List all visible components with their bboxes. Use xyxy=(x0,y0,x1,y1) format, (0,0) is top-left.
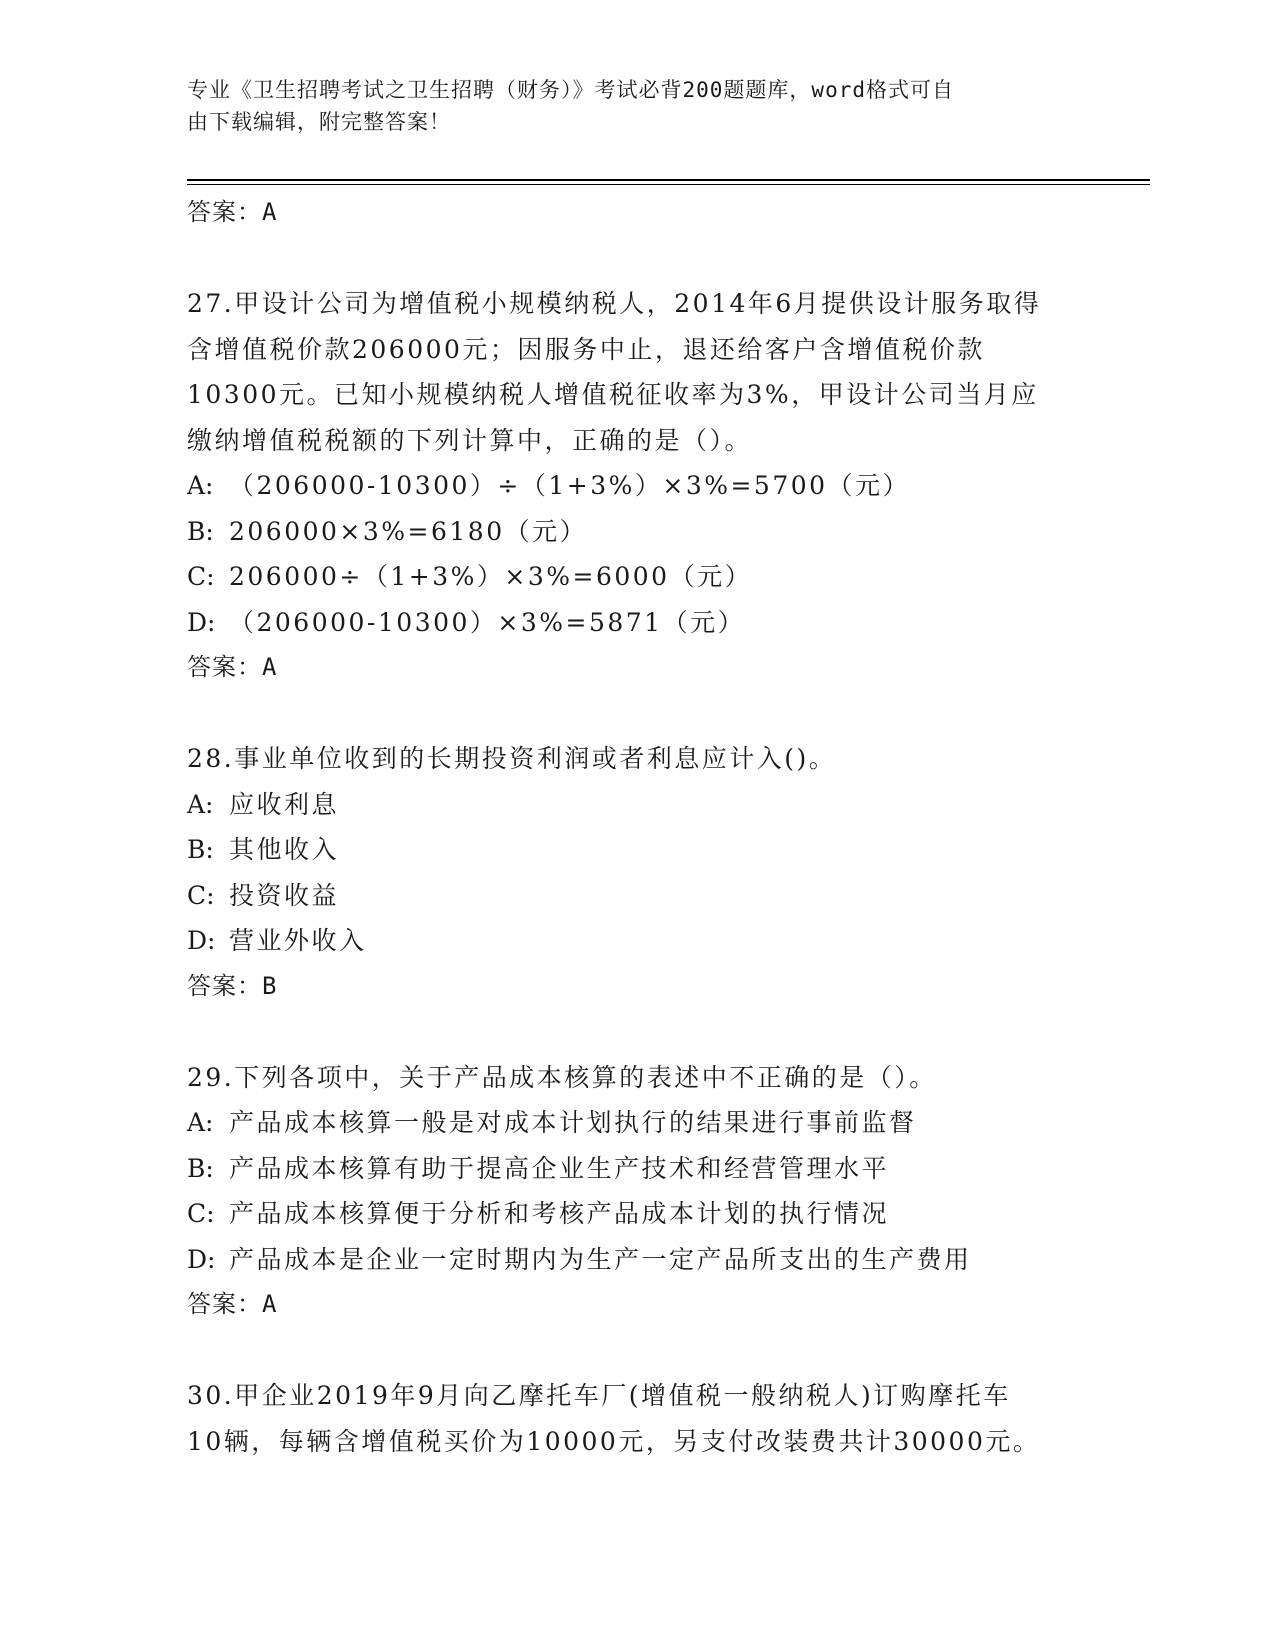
question-27 xyxy=(187,281,1087,689)
option-text: 产品成本是企业一定时期内为生产一定产品所支出的生产费用 xyxy=(229,1244,972,1274)
header-divider xyxy=(187,179,1150,181)
option-c xyxy=(187,1191,1087,1237)
option-label: B: xyxy=(187,516,214,546)
question-29 xyxy=(187,1055,1087,1327)
question-30 xyxy=(187,1373,1087,1464)
option-text: 应收利息 xyxy=(229,789,340,819)
option-label: A: xyxy=(187,1108,214,1137)
answer-line: 答案：A xyxy=(187,198,278,226)
option-label: D: xyxy=(187,1244,216,1274)
option-label: C: xyxy=(187,880,215,910)
option-label: C: xyxy=(187,1199,215,1228)
option-c xyxy=(187,873,1087,919)
option-label: C: xyxy=(187,562,215,591)
option-d xyxy=(187,600,1087,646)
header-line: 由下载编辑，附完整答案！ xyxy=(187,110,451,134)
question-text-line: 10辆，每辆含增值税买价为10000元，另支付改装费共计30000元。 xyxy=(187,1426,1041,1456)
option-text: 其他收入 xyxy=(229,835,340,864)
option-a xyxy=(187,463,1087,509)
answer-line: 答案：A xyxy=(187,1290,278,1318)
question-28 xyxy=(187,736,1087,1008)
option-label: B: xyxy=(187,1153,214,1183)
option-b xyxy=(187,1146,1087,1192)
question-text-line: 30.甲企业2019年9月向乙摩托车厂(增值税一般纳税人)订购摩托车 xyxy=(187,1381,1011,1410)
option-text: 投资收益 xyxy=(229,880,340,910)
option-label: A: xyxy=(187,471,214,500)
option-a xyxy=(187,1100,1087,1146)
option-text: 产品成本核算一般是对成本计划执行的结果进行事前监督 xyxy=(229,1108,917,1137)
option-label: D: xyxy=(187,607,216,637)
answer-line: 答案：A xyxy=(187,653,278,681)
option-c xyxy=(187,554,1087,600)
option-text: 产品成本核算便于分析和考核产品成本计划的执行情况 xyxy=(229,1199,890,1228)
header-line: 专业《卫生招聘考试之卫生招聘（财务）》考试必背200题题库，word格式可自 xyxy=(187,78,954,102)
option-text: （206000-10300）×3%=5871（元） xyxy=(229,607,746,637)
question-text-line: 28.事业单位收到的长期投资利润或者利息应计入()。 xyxy=(187,744,837,773)
header-divider xyxy=(187,184,1150,185)
question-list xyxy=(187,190,1087,1464)
option-label: D: xyxy=(187,926,216,955)
option-d xyxy=(187,918,1087,964)
option-d xyxy=(187,1237,1087,1283)
option-text: 营业外收入 xyxy=(229,926,367,955)
document-header xyxy=(187,74,1067,138)
option-label: B: xyxy=(187,835,214,864)
question-text-line: 27.甲设计公司为增值税小规模纳税人，2014年6月提供设计服务取得 xyxy=(187,289,1042,318)
question-text-line: 10300元。已知小规模纳税人增值税征收率为3%，甲设计公司当月应 xyxy=(187,380,1039,409)
option-b xyxy=(187,509,1087,555)
option-label: A: xyxy=(187,789,214,819)
option-text: 206000÷（1+3%）×3%=6000（元） xyxy=(229,562,753,591)
option-text: 206000×3%=6180（元） xyxy=(229,516,588,546)
option-text: 产品成本核算有助于提高企业生产技术和经营管理水平 xyxy=(229,1153,890,1183)
answer-line: 答案：B xyxy=(187,971,278,1000)
question-text-line: 缴纳增值税税额的下列计算中，正确的是（）。 xyxy=(187,425,753,455)
option-text: （206000-10300）÷（1+3%）×3%=5700（元） xyxy=(229,471,911,500)
question-text-line: 含增值税价款206000元；因服务中止，退还给客户含增值税价款 xyxy=(187,334,985,364)
option-b xyxy=(187,827,1087,873)
option-a xyxy=(187,782,1087,828)
question-text-line: 29.下列各项中，关于产品成本核算的表述中不正确的是（）。 xyxy=(187,1062,937,1092)
